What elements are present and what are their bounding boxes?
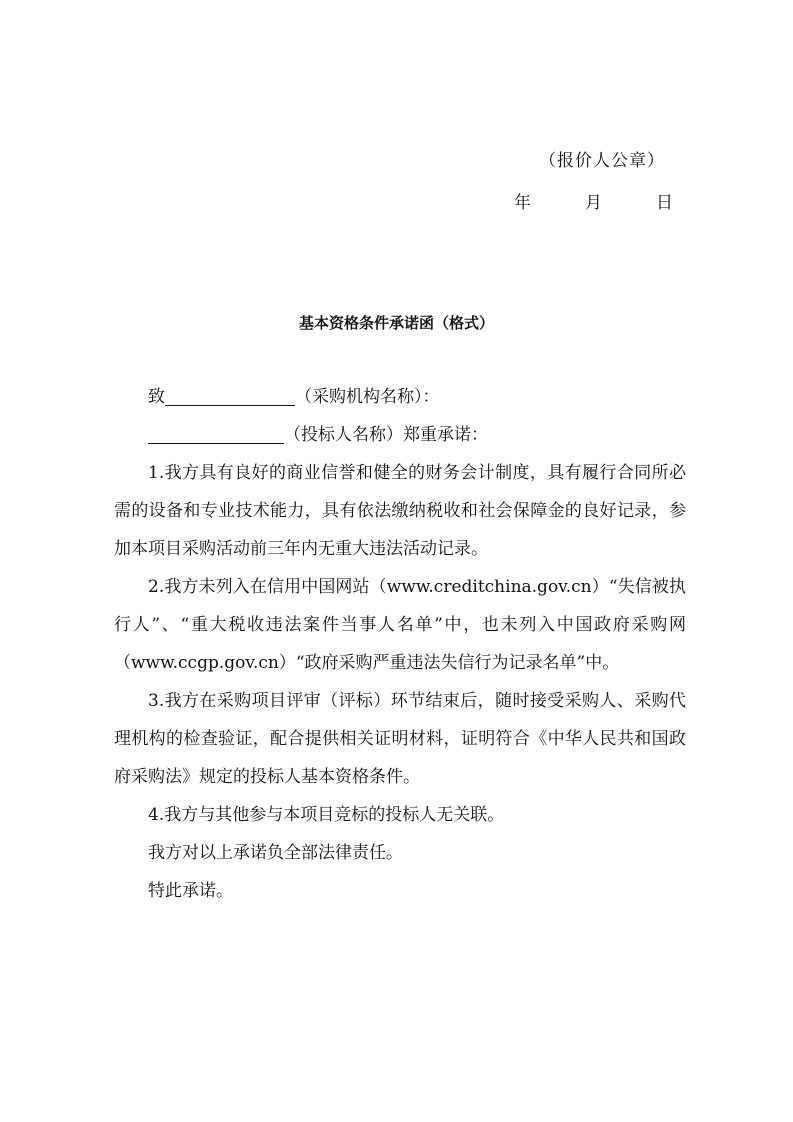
date-month-label: 月 [585, 193, 602, 213]
bidder-line-suffix: （投标人名称）郑重承诺： [284, 425, 488, 445]
commitment-item-2: 2.我方未列入在信用中国网站（www.creditchina.gov.cn）“失信被执行人”、“重大税收违法案件当事人名单”中，也未列入中国政府采购网（www.ccgp.gov.cn）“政府采购严重违法失信行为记录名单”中。 [114, 577, 686, 673]
salutation-suffix: （采购机构名称）： [295, 387, 440, 407]
salutation-line [114, 378, 686, 416]
bidder-name-blank [148, 425, 284, 444]
salutation-prefix: 致 [148, 387, 165, 407]
date-year-label: 年 [514, 193, 531, 213]
date-line [514, 188, 673, 213]
commitment-item-1: 1.我方具有良好的商业信誉和健全的财务会计制度，具有履行合同所必需的设备和专业技术能力，具有依法缴纳税收和社会保障金的良好记录，参加本项目采购活动前三年内无重大违法活动记录。 [114, 463, 686, 559]
document-title: 基本资格条件承诺函（格式） [298, 314, 494, 332]
date-day-label: 日 [656, 193, 673, 213]
commitment-item-4: 4.我方与其他参与本项目竞标的投标人无关联。 [148, 805, 505, 825]
commitment-item-3: 3.我方在采购项目评审（评标）环节结束后，随时接受采购人、采购代理机构的检查验证，配合提供相关证明材料，证明符合《中华人民共和国政府采购法》规定的投标人基本资格条件。 [114, 691, 686, 787]
agency-name-blank [165, 387, 295, 406]
seal-placeholder: （报价人公章） [539, 151, 665, 171]
document-body [114, 378, 686, 910]
bidder-line [114, 416, 686, 454]
responsibility-statement: 我方对以上承诺负全部法律责任。 [148, 843, 403, 863]
closing-statement: 特此承诺。 [148, 881, 233, 901]
